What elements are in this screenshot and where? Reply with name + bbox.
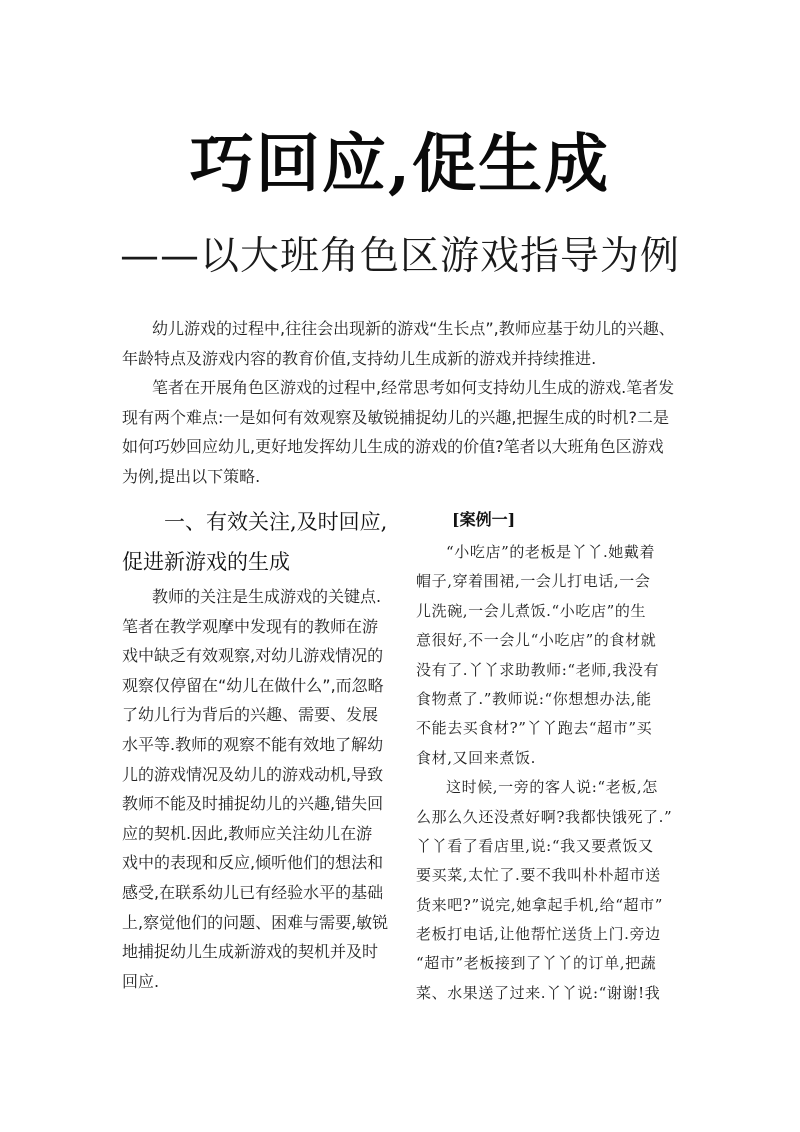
case-line: 要买菜,太忙了.要不我叫朴朴超市送 xyxy=(416,866,661,885)
case-line: 意很好,不一会儿“小吃店”的食材就 xyxy=(416,631,657,650)
case-line: 老板打电话,让他帮忙送货上门.旁边 xyxy=(416,925,661,944)
body-line: 水平等.教师的观察不能有效地了解幼 xyxy=(122,734,384,754)
body-line: 感受,在联系幼儿已有经验水平的基础 xyxy=(122,882,384,902)
intro-line: 年龄特点及游戏内容的教育价值,支持幼儿生成新的游戏并持续推进. xyxy=(122,348,597,368)
case-line: 货来吧?”说完,她拿起手机,给“超市” xyxy=(416,895,663,914)
section-heading: 促进新游戏的生成 xyxy=(122,550,290,574)
body-line: 教师不能及时捕捉幼儿的兴趣,错失回 xyxy=(122,794,384,814)
case-line: 没有了.丫丫求助教师:“老师,我没有 xyxy=(416,660,660,679)
body-line: 戏中的表现和反应,倾听他们的想法和 xyxy=(122,853,384,873)
intro-line: 幼儿游戏的过程中,往往会出现新的游戏“生长点”,教师应基于幼儿的兴趣、 xyxy=(152,319,675,338)
intro-line: 现有两个难点:一是如何有效观察及敏锐捕捉幼儿的兴趣,把握生成的时机?二是 xyxy=(122,407,669,427)
body-line: 回应. xyxy=(122,971,160,991)
body-line: 了幼儿行为背后的兴趣、需要、发展 xyxy=(122,705,379,725)
intro-line: 笔者在开展角色区游戏的过程中,经常思考如何支持幼儿生成的游戏.笔者发 xyxy=(152,378,675,397)
body-line: 应的契机.因此,教师应关注幼儿在游 xyxy=(122,823,373,843)
case-line: 帽子,穿着围裙,一会儿打电话,一会 xyxy=(416,572,651,591)
intro-line: 为例,提出以下策略. xyxy=(122,466,261,486)
body-line: 儿的游戏情况及幼儿的游戏动机,导致 xyxy=(122,764,384,784)
right-column xyxy=(416,502,686,1008)
case-line: 这时候,一旁的客人说:“老板,怎 xyxy=(446,778,658,797)
body-line: 地捕捉幼儿生成新游戏的契机并及时 xyxy=(122,942,379,962)
body-line: 笔者在教学观摩中发现有的教师在游 xyxy=(122,616,379,636)
body-line: 观察仅停留在“幼儿在做什么”,而忽略 xyxy=(122,675,384,695)
body-line: 教师的关注是生成游戏的关键点. xyxy=(152,587,382,606)
case-line: 么那么久还没煮好啊?我都快饿死了.” xyxy=(416,807,673,826)
article-subtitle: ——以大班角色区游戏指导为例 xyxy=(119,234,680,279)
case-line: 菜、水果送了过来.丫丫说:“谢谢!我 xyxy=(416,983,661,1002)
case-line: 儿洗碗,一会儿煮饭.“小吃店”的生 xyxy=(416,601,647,620)
intro-paragraphs xyxy=(122,314,682,491)
case-line: 食物煮了.”教师说:“你想想办法,能 xyxy=(416,689,652,708)
body-line: 上,察觉他们的问题、困难与需要,敏锐 xyxy=(122,912,389,932)
case-line: 食材,又回来煮饭. xyxy=(416,748,536,767)
case-line: 不能去买食材?”丫丫跑去“超市”买 xyxy=(416,719,653,738)
case-title: [案例一] xyxy=(452,510,516,529)
body-line: 戏中缺乏有效观察,对幼儿游戏情况的 xyxy=(122,646,384,666)
case-line: “超市”老板接到了丫丫的订单,把蔬 xyxy=(416,954,657,973)
section-heading: 一、有效关注,及时回应, xyxy=(164,510,388,534)
article-title: 巧回应,促生成 xyxy=(189,127,611,202)
left-column xyxy=(122,502,392,996)
case-line: “小吃店”的老板是丫丫.她戴着 xyxy=(446,543,656,561)
case-line: 丫丫看了看店里,说:“我又要煮饭又 xyxy=(416,836,654,855)
intro-line: 如何巧妙回应幼儿,更好地发挥幼儿生成的游戏的价值?笔者以大班角色区游戏 xyxy=(122,437,664,456)
